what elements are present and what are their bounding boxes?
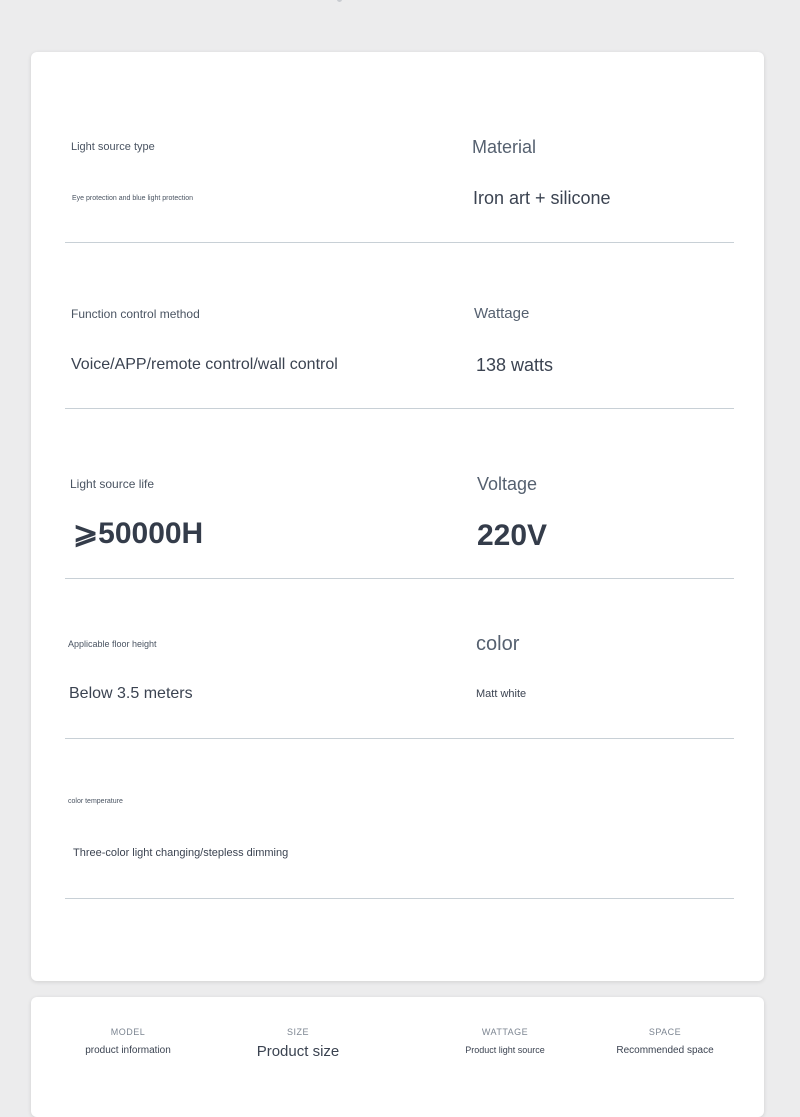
- spec-label-voltage: Voltage: [477, 474, 538, 494]
- product-info-card: [31, 997, 764, 1117]
- info-column-model: [38, 1027, 218, 1056]
- spec-value-material: Iron art + silicone: [473, 188, 611, 208]
- spec-label-wattage: Wattage: [474, 305, 530, 322]
- spec-label-color: color: [476, 633, 520, 655]
- spec-label-applicable-floor-height: Applicable floor height: [68, 639, 157, 649]
- spec-label-light-source-life: Light source life: [70, 477, 155, 491]
- info-code: SPACE: [648, 1027, 682, 1037]
- row-divider: [65, 578, 734, 579]
- spec-value-light-source-type: Eye protection and blue light protection: [72, 195, 194, 202]
- spec-value-function-control-method: Voice/APP/remote control/wall control: [71, 356, 338, 373]
- spec-label-color-temperature: color temperature: [68, 798, 123, 805]
- row-divider: [65, 738, 734, 739]
- info-column-wattage: [415, 1027, 595, 1055]
- spec-value-wattage: 138 watts: [476, 355, 554, 375]
- spec-value-applicable-floor-height: Below 3.5 meters: [69, 685, 193, 702]
- spec-value-light-source-life: ⩾50000H: [73, 517, 204, 550]
- spec-label-material: Material: [472, 137, 537, 157]
- info-description: Recommended space: [616, 1045, 714, 1056]
- info-code: SIZE: [286, 1027, 309, 1037]
- spec-value-color: Matt white: [476, 688, 527, 700]
- row-divider: [65, 898, 734, 899]
- info-description: product information: [85, 1045, 171, 1056]
- row-divider: [65, 242, 734, 243]
- spec-value-color-temperature: Three-color light changing/stepless dimming: [73, 847, 289, 859]
- spec-label-light-source-type: Light source type: [71, 141, 155, 153]
- info-description: Product light source: [465, 1045, 545, 1055]
- row-divider: [65, 408, 734, 409]
- top-decoration-dot: [337, 0, 342, 2]
- info-description: Product size: [256, 1043, 340, 1060]
- info-column-size: [208, 1027, 388, 1060]
- info-code: MODEL: [110, 1027, 146, 1037]
- spec-value-voltage: 220V: [477, 519, 548, 552]
- specification-card: [31, 52, 764, 981]
- info-column-space: [575, 1027, 755, 1056]
- info-code: WATTAGE: [481, 1027, 529, 1037]
- spec-label-function-control-method: Function control method: [71, 307, 200, 321]
